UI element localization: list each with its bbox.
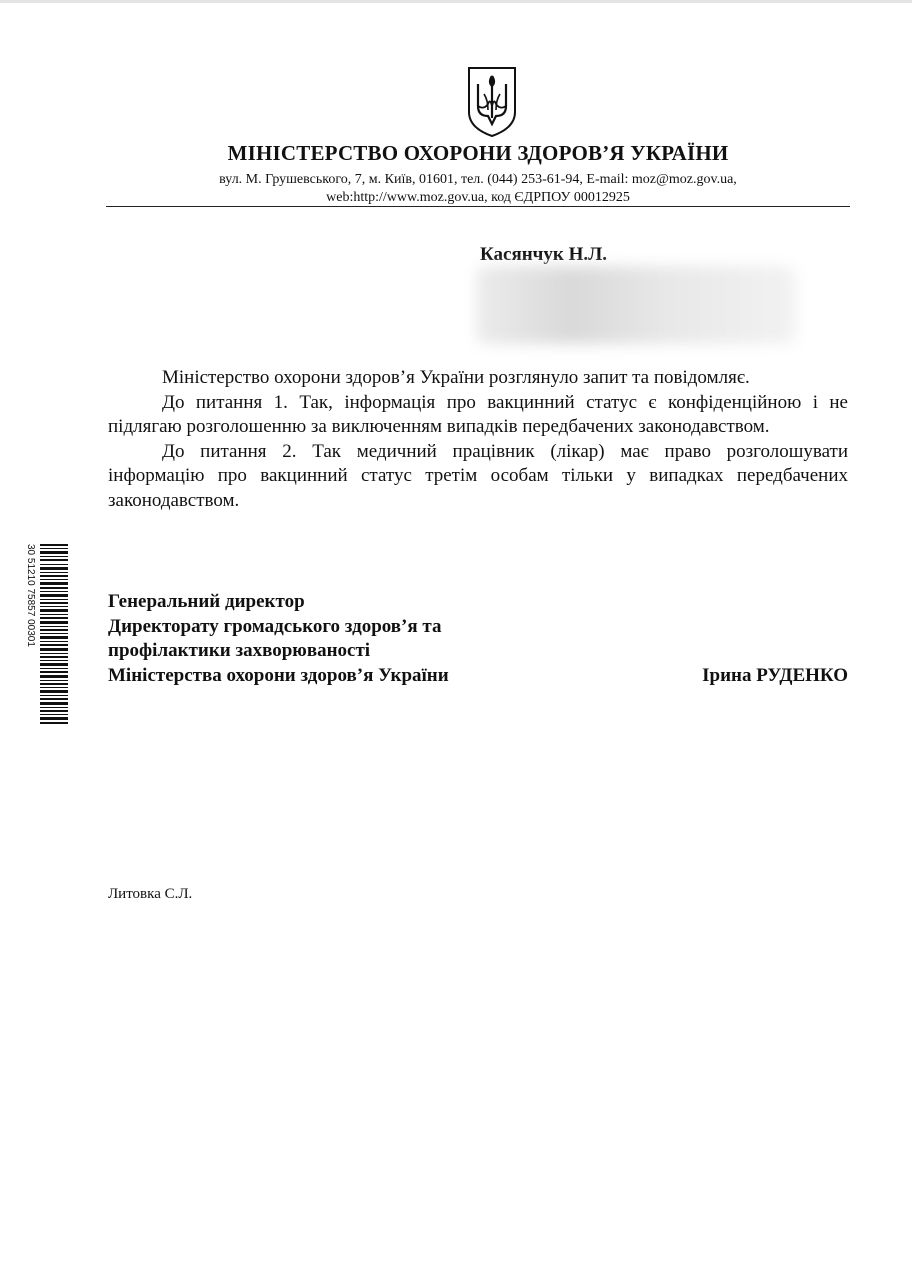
trident-emblem-icon (466, 66, 518, 138)
barcode-number: 30 51210 75857 00301 (25, 544, 36, 647)
signature-block (108, 590, 848, 688)
ministry-address-line-1: вул. М. Грушевського, 7, м. Київ, 01601, тел. (044) 253-61-94, E-mail: moz@moz.gov.ua, (219, 172, 737, 187)
ministry-title: МІНІСТЕРСТВО ОХОРОНИ ЗДОРОВ’Я УКРАЇНИ (227, 141, 729, 165)
header-divider (106, 206, 850, 207)
signer-position-line-4-row (108, 664, 848, 689)
body-paragraph-2: До питання 1. Так, інформація про вакцинний статус є конфіденційною і не підлягаю розголошенню за виключенням випадків передбачених законодавством. (108, 391, 848, 437)
signer-name: Ірина РУДЕНКО (702, 664, 848, 686)
body-paragraph-1: Міністерство охорони здоров’я України розглянуло запит та повідомляє. (162, 367, 750, 388)
barcode-bars (40, 544, 68, 724)
top-edge-rule (0, 0, 912, 3)
signer-position-line-4: Міністерства охорони здоров’я України (108, 664, 449, 686)
signer-position-line-2: Директорату громадського здоров’я та (108, 615, 442, 637)
document-barcode (24, 538, 72, 728)
recipient-name: Касянчук Н.Л. (480, 244, 608, 265)
redacted-recipient-details (476, 266, 796, 344)
signer-position-line-1: Генеральний директор (108, 591, 305, 612)
ministry-address-line-2: web:http://www.moz.gov.ua, код ЄДРПОУ 00012925 (326, 190, 630, 205)
signer-position-line-3: профілактики захворюваності (108, 640, 371, 661)
letter-body (108, 366, 848, 513)
executor-name: Литовка С.Л. (108, 886, 193, 902)
body-paragraph-3: До питання 2. Так медичний працівник (лікар) має право розголошувати інформацію про вакцинний статус третім особам тільки у випадках передбачених законодавством. (108, 440, 848, 511)
